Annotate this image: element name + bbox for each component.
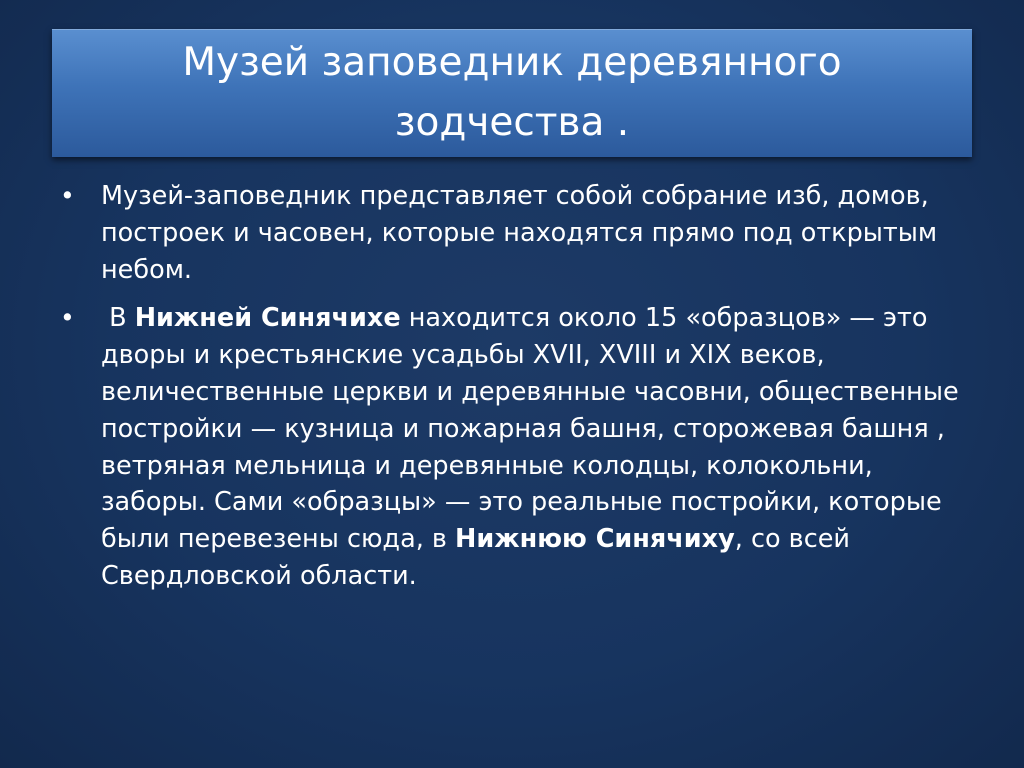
bullet-text-mid: находится около 15 «образцов» — это дворы и крестьянские усадьбы XVII, XVIII и XIX веков, величественные церкви и деревянные часовни, общественные постройки — кузница и пожарная башня, сторожевая башня , ветряная мельница и деревянные колодцы, колокольни, заборы. Сами «образцы» — это реальные постройки, которые были перевезены сюда, в — [101, 303, 959, 555]
bullet-item-1 — [60, 178, 960, 288]
bullet-text: Музей-заповедник представляет собой собрание изб, домов, построек и часовен, которые находятся прямо под открытым небом. — [101, 181, 938, 285]
slide-title-bar — [52, 29, 972, 157]
bullet-text-post: , со всей Свердловской области. — [101, 524, 850, 591]
slide-title: Музей заповедник деревянного зодчества . — [182, 40, 842, 145]
bullet-text-pre: В — [101, 303, 135, 334]
bullet-bold-place-1: Нижней Синячихе — [134, 303, 401, 334]
bullet-icon: • — [60, 181, 75, 210]
bullet-item-2 — [60, 300, 960, 594]
slide-body — [60, 178, 960, 607]
bullet-icon: • — [60, 303, 75, 333]
bullet-bold-place-2: Нижнюю Синячиху — [455, 524, 735, 555]
